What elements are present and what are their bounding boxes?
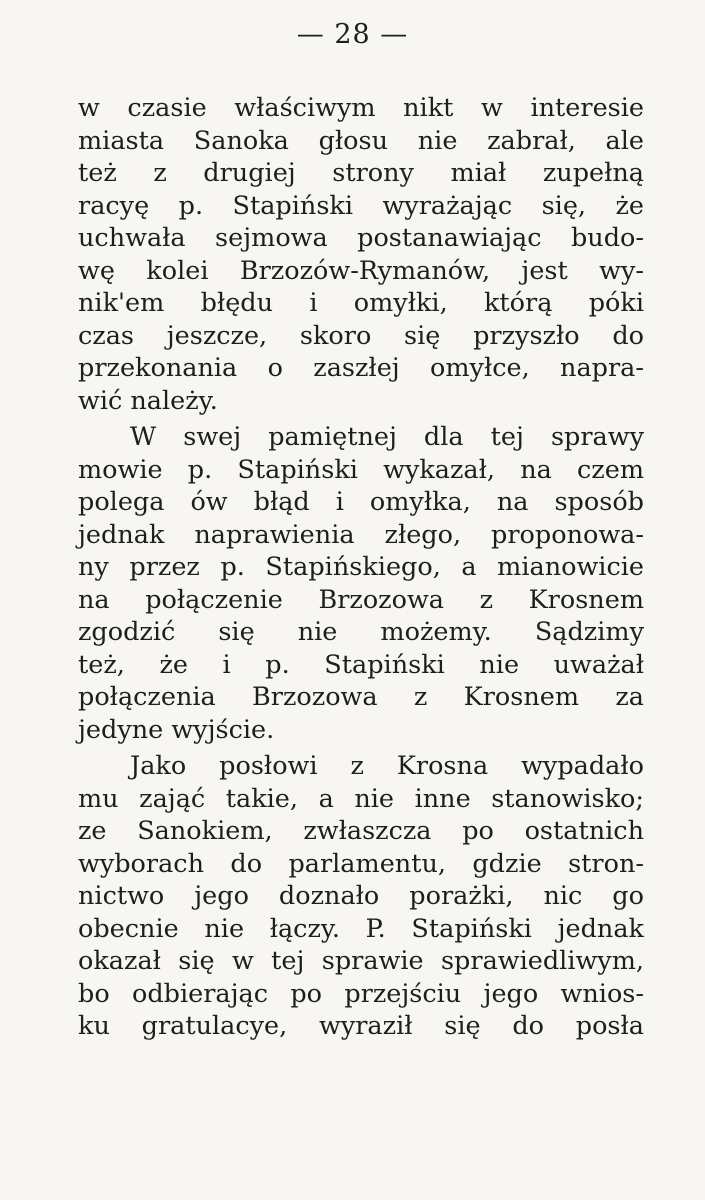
text-line: też z drugiej strony miał zupełną bbox=[78, 158, 644, 188]
text-line: Jako posłowi z Krosna wypadało bbox=[130, 751, 644, 781]
text-line: przekonania o zaszłej omyłce, napra- bbox=[78, 353, 644, 383]
text-line: wyborach do parlamentu, gdzie stron- bbox=[78, 848, 644, 879]
text-line: ze Sanokiem, zwłaszcza po ostatnich bbox=[78, 816, 644, 846]
text-line: obecnie nie łączy. P. Stapiński jednak bbox=[78, 913, 644, 944]
body-text bbox=[78, 92, 644, 1043]
text-line: połączenia Brzozowa z Krosnem za bbox=[78, 682, 644, 712]
text-line: miasta Sanoka głosu nie zabrał, ale bbox=[78, 125, 644, 156]
text-line: racyę p. Stapiński wyrażając się, że bbox=[78, 190, 644, 221]
text-line: ku gratulacye, wyraził się do posła bbox=[78, 1011, 644, 1041]
text-line: też, że i p. Stapiński nie uważał bbox=[78, 649, 644, 680]
text-line: uchwała sejmowa postanawiając budo- bbox=[78, 223, 644, 253]
text-line: w czasie właściwym nikt w interesie bbox=[78, 93, 644, 123]
page-number: — 28 — bbox=[296, 19, 409, 50]
paragraph-2 bbox=[78, 421, 644, 746]
text-line: W swej pamiętnej dla tej sprawy bbox=[130, 422, 644, 452]
text-line: czas jeszcze, skoro się przyszło do bbox=[78, 320, 644, 351]
text-line: zgodzić się nie możemy. Sądzimy bbox=[78, 617, 644, 647]
text-line: jednak naprawienia złego, proponowa- bbox=[78, 519, 644, 550]
text-line: bo odbierając po przejściu jego wnios- bbox=[78, 978, 644, 1009]
text-line: okazał się w tej sprawie sprawiedliwym, bbox=[78, 946, 644, 976]
text-line: wić należy. bbox=[78, 385, 218, 416]
text-line: mowie p. Stapiński wykazał, na czem bbox=[78, 454, 644, 485]
text-line: nictwo jego doznało porażki, nic go bbox=[78, 881, 644, 911]
paragraph-3 bbox=[78, 750, 644, 1043]
text-line: polega ów błąd i omyłka, na sposób bbox=[78, 487, 644, 517]
text-line: mu zająć takie, a nie inne stanowisko; bbox=[78, 783, 644, 814]
text-line: wę kolei Brzozów-Rymanów, jest wy- bbox=[78, 255, 644, 286]
text-line: nik'em błędu i omyłki, którą póki bbox=[78, 288, 644, 318]
text-line: jedyne wyjście. bbox=[78, 714, 275, 745]
text-line: ny przez p. Stapińskiego, a mianowicie bbox=[78, 552, 644, 582]
paragraph-1 bbox=[78, 92, 644, 417]
text-line: na połączenie Brzozowa z Krosnem bbox=[78, 584, 644, 615]
